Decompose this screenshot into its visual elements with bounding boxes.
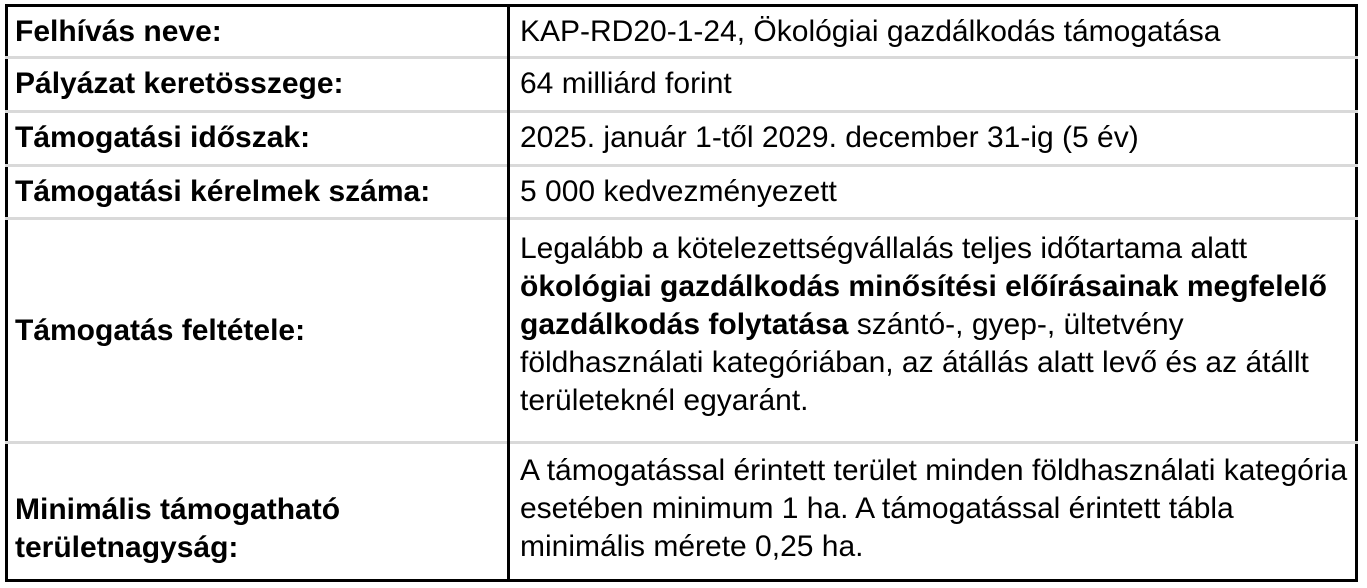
budget-label: Pályázat keretösszege: [7,58,509,111]
table-row [7,111,1357,165]
budget-value: 64 milliárd forint [509,58,1357,111]
call-details-table [5,4,1358,582]
application-count-label: Támogatási kérelmek száma: [7,165,509,218]
support-condition-text-end: szántó-, gyep-, ültetvény földhasználati kategóriában, az átállás alatt levő és az átállt területeknél egyaránt. [520,308,1309,418]
support-condition-text-start: Legalább a kötelezettségvállalás teljes időtartama alatt [520,232,1248,266]
support-condition-text-bold: ökológiai gazdálkodás minősítési előírásainak megfelelő gazdálkodás folytatása [520,270,1327,342]
application-count-value: 5 000 kedvezményezett [509,165,1357,218]
call-name-label: Felhívás neve: [7,6,509,58]
call-name-value: KAP-RD20-1-24, Ökológiai gazdálkodás támogatása [520,14,1221,48]
support-condition-value [509,219,1357,443]
table-row [7,165,1357,218]
table-row [7,58,1357,111]
table-row [7,219,1357,443]
support-condition-label: Támogatás feltétele: [7,219,509,443]
minimum-area-value: A támogatással érintett terület minden földhasználati kategória esetében minimum 1 ha. A támogatással érintett tábla minimális mérete 0,25 ha. [509,443,1357,581]
minimum-area-label: Minimális támogatható területnagyság: [7,443,509,581]
support-period-value: 2025. január 1-től 2029. december 31-ig (5 év) [509,111,1357,165]
table-row [7,6,1357,58]
support-period-label: Támogatási időszak: [7,111,509,165]
table-row [7,443,1357,581]
